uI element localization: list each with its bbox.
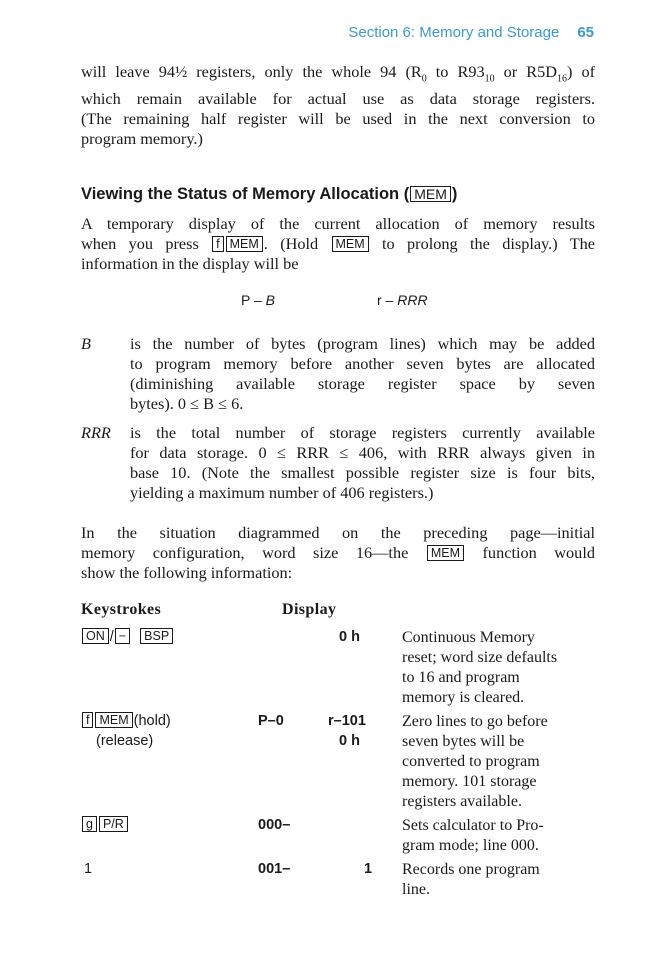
intro-line-3: (The remaining half register will be used in the next conversion to	[81, 109, 595, 129]
status-paragraph	[81, 214, 595, 274]
row-2-keystrokes-release: (release)	[96, 733, 154, 749]
mem-key: MEM	[95, 712, 132, 728]
situation-line-3: show the following information:	[81, 563, 293, 582]
row-2-display-release: 0 h	[339, 733, 360, 749]
mem-key: MEM	[226, 236, 263, 252]
f-key: f	[82, 712, 93, 728]
intro-line-2: which remain available for actual use as data storage registers.	[81, 89, 595, 109]
definition-body: is the number of bytes (program lines) which may be added to program memory before another seven bytes are allocated (diminishing available storage register space by seven bytes). 0 ≤ B ≤ 6.	[130, 334, 595, 413]
row-1-keystrokes: ON / − BSP	[81, 627, 174, 647]
header-display: Display	[282, 601, 337, 618]
situation-line-1: In the situation diagrammed on the preceding page—initial	[81, 523, 595, 542]
bsp-key: BSP	[140, 628, 173, 644]
row-2-description: Zero lines to go before seven bytes will be converted to program memory. 101 storage registers available.	[402, 713, 548, 810]
definition-b	[81, 334, 595, 414]
status-line-1: A temporary display of the current allocation of memory results	[81, 214, 595, 233]
definition-term: B	[81, 334, 91, 353]
f-key: f	[212, 236, 223, 252]
intro-line-1: will leave 94½ registers, only the whole 94 ($R_0$ to $R93_{10}$ or $R5D_{16}$) of	[81, 62, 596, 85]
pr-key: P/R	[99, 816, 128, 832]
section-heading: Viewing the Status of Memory Allocation ( MEM )	[81, 185, 458, 203]
row-4-display-right: 1	[364, 861, 373, 877]
row-4-description: Records one program line.	[402, 861, 540, 898]
status-line-2: when you press f MEM . (Hold MEM to prolong the display.) The	[81, 234, 596, 253]
row-1-display: 0 h	[339, 629, 360, 645]
row-2-display-right: r–101	[328, 713, 366, 729]
mem-key: MEM	[332, 236, 369, 252]
status-line-3: information in the display will be	[81, 254, 299, 273]
row-2-keystrokes: f MEM (hold)	[81, 711, 171, 731]
running-head	[348, 24, 594, 41]
page-number: 65	[577, 24, 594, 41]
row-1-description: Continuous Memory reset; word size defaults to 16 and program memory is cleared.	[402, 629, 558, 706]
intro-paragraph	[81, 62, 595, 149]
section-title: Section 6: Memory and Storage	[348, 24, 560, 41]
g-key: g	[82, 816, 97, 832]
situation-paragraph	[81, 523, 595, 583]
definition-term: RRR	[81, 423, 111, 442]
row-3-keystrokes	[81, 815, 129, 835]
row-2-display-left: P–0	[258, 713, 284, 729]
display-format-right: r – RRR	[377, 292, 428, 308]
on-key: ON	[82, 628, 109, 644]
row-3-display: 000–	[258, 817, 291, 833]
intro-line-4: program memory.)	[81, 129, 203, 149]
minus-key: −	[115, 628, 130, 644]
row-3-description: Sets calculator to Pro- gram mode; line 000.	[402, 817, 544, 854]
situation-line-2: memory configuration, word size 16—the MEM function would	[81, 543, 595, 562]
header-keystrokes: Keystrokes	[81, 601, 162, 618]
display-format-left: P – B	[241, 292, 275, 308]
mem-key: MEM	[427, 545, 464, 561]
definition-body: is the total number of storage registers currently available for data storage. 0 ≤ RRR ≤ 406, with RRR always given in base 10. (Note the smallest possible register size is four bits, yielding a maximum number of 406 registers.)	[130, 423, 595, 502]
row-4-keystrokes: 1	[84, 861, 93, 877]
mem-key: MEM	[410, 186, 451, 202]
definition-rrr	[81, 423, 595, 503]
row-4-display-left: 001–	[258, 861, 291, 877]
